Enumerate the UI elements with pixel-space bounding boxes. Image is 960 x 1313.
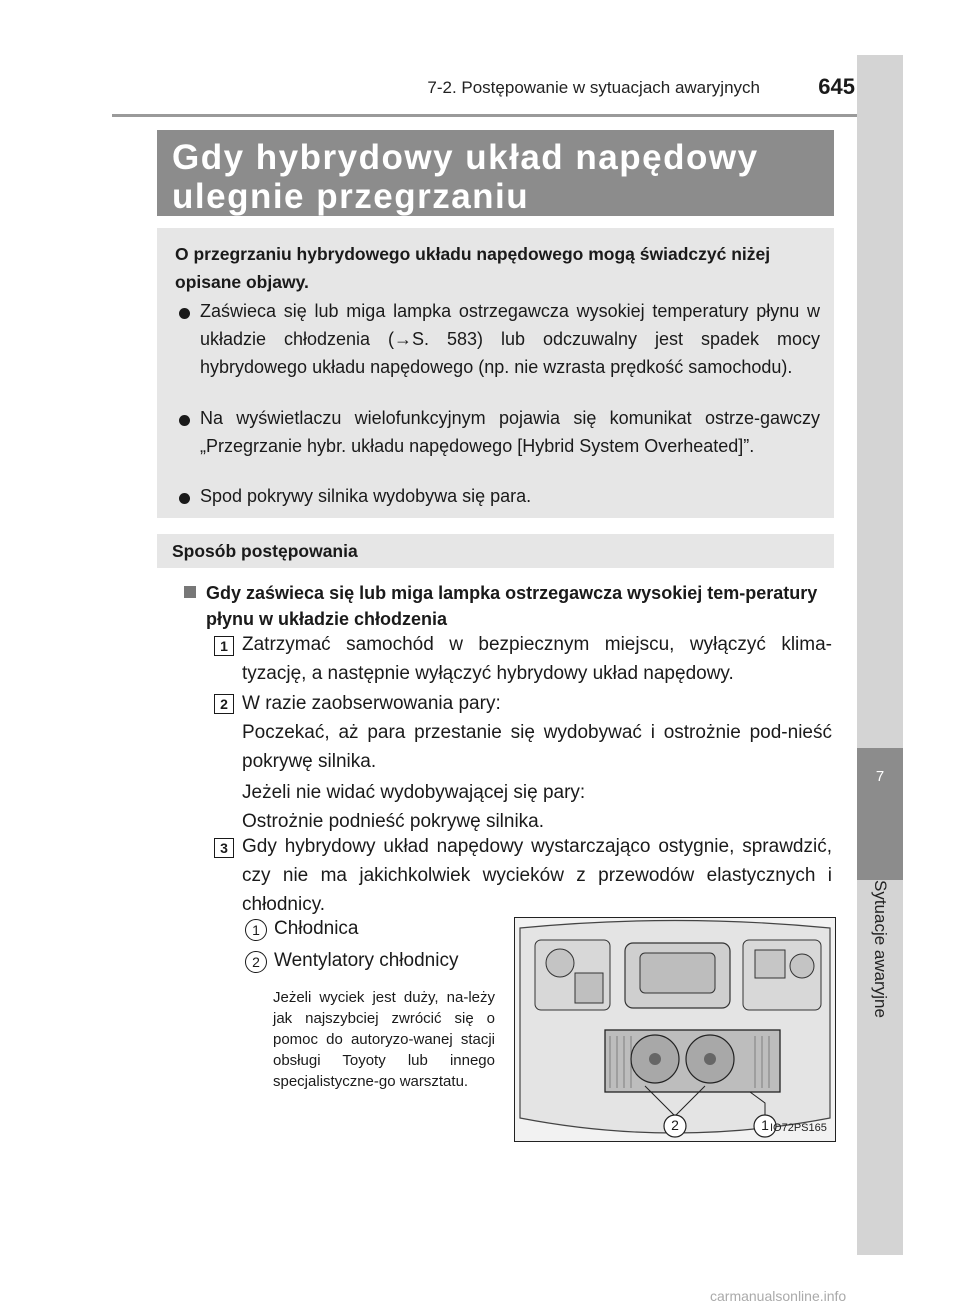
legend-number: 2 <box>245 951 267 973</box>
bullet-icon <box>179 415 190 426</box>
chapter-title: Sytuacje awaryjne <box>871 880 890 1018</box>
page-number: 645 <box>818 74 855 99</box>
legend-label: Chłodnica <box>274 918 359 939</box>
symptoms-box <box>157 228 834 518</box>
step-1-text: Zatrzymać samochód w bezpiecznym miejscu, wyłączyć klima-tyzację, a następnie wyłączyć hybrydowy układ napędowy. <box>242 634 832 684</box>
header-divider <box>112 114 857 117</box>
chapter-sidebar <box>857 55 903 1255</box>
symptoms-lead: O przegrzaniu hybrydowego układu napędowego mogą świadczyć niżej opisane objawy. <box>175 244 771 292</box>
square-bullet-icon <box>184 586 196 598</box>
step-2-alt-condition: Jeżeli nie widać wydobywającej się pary: <box>242 782 586 803</box>
leak-note: Jeżeli wyciek jest duży, na-leży jak najszybciej zwrócić się o pomoc do autoryzo-wanej stacji obsługi Toyoty lub innego specjalistyczne-go warsztatu. <box>273 989 495 1090</box>
step-number-badge: 2 <box>214 694 234 714</box>
bullet-icon <box>179 308 190 319</box>
procedure-heading: Sposób postępowania <box>157 534 834 568</box>
engine-bay-drawing <box>515 918 835 1141</box>
step-2-text: W razie zaobserwowania pary: <box>242 693 501 714</box>
callout-radiator: 1 <box>761 1117 769 1133</box>
symptom-item: Spod pokrywy silnika wydobywa się para. <box>175 482 820 510</box>
procedure-subheading: Gdy zaświeca się lub miga lampka ostrzegawcza wysokiej tem-peratury płynu w układzie chłodzenia <box>184 580 834 632</box>
chapter-number: 7 <box>875 768 885 785</box>
step-number-badge: 3 <box>214 838 234 858</box>
symptom-item: Na wyświetlaczu wielofunkcyjnym pojawia się komunikat ostrze-gawczy „Przegrzanie hybr. układu napędowego [Hybrid System Overheated]”. <box>175 404 820 460</box>
page-title <box>157 130 834 216</box>
symptom-item: Zaświeca się lub miga lampka ostrzegawcza wysokiej temperatury płynu w układzie chłodzenia (→S. 583) lub odczuwalny jest spadek mocy hybrydowego układu napędowego (np. nie wzrasta prędkość samochodu). <box>175 297 820 381</box>
figure-code: IO72PS165 <box>770 1122 827 1134</box>
section-header: 7-2. Postępowanie w sytuacjach awaryjnych <box>427 78 760 97</box>
watermark: carmanualsonline.info <box>710 1288 847 1304</box>
legend-label: Wentylatory chłodnicy <box>274 950 459 971</box>
bullet-icon <box>179 493 190 504</box>
engine-bay-illustration <box>514 917 836 1142</box>
step-number-badge: 1 <box>214 636 234 656</box>
legend-number: 1 <box>245 919 267 941</box>
step-3-text: Gdy hybrydowy układ napędowy wystarczająco ostygnie, sprawdzić, czy nie ma jakichkolwiek wycieków z przewodów elastycznych i chłodnicy. <box>242 836 832 915</box>
step-2-alt-action: Ostrożnie podnieść pokrywę silnika. <box>242 811 545 832</box>
callout-fans: 2 <box>671 1117 679 1133</box>
step-2-action: Poczekać, aż para przestanie się wydobywać i ostrożnie pod-nieść pokrywę silnika. <box>242 722 832 772</box>
title-line-1: Gdy hybrydowy układ napędowy <box>172 138 759 177</box>
title-line-2: ulegnie przegrzaniu <box>172 177 530 216</box>
